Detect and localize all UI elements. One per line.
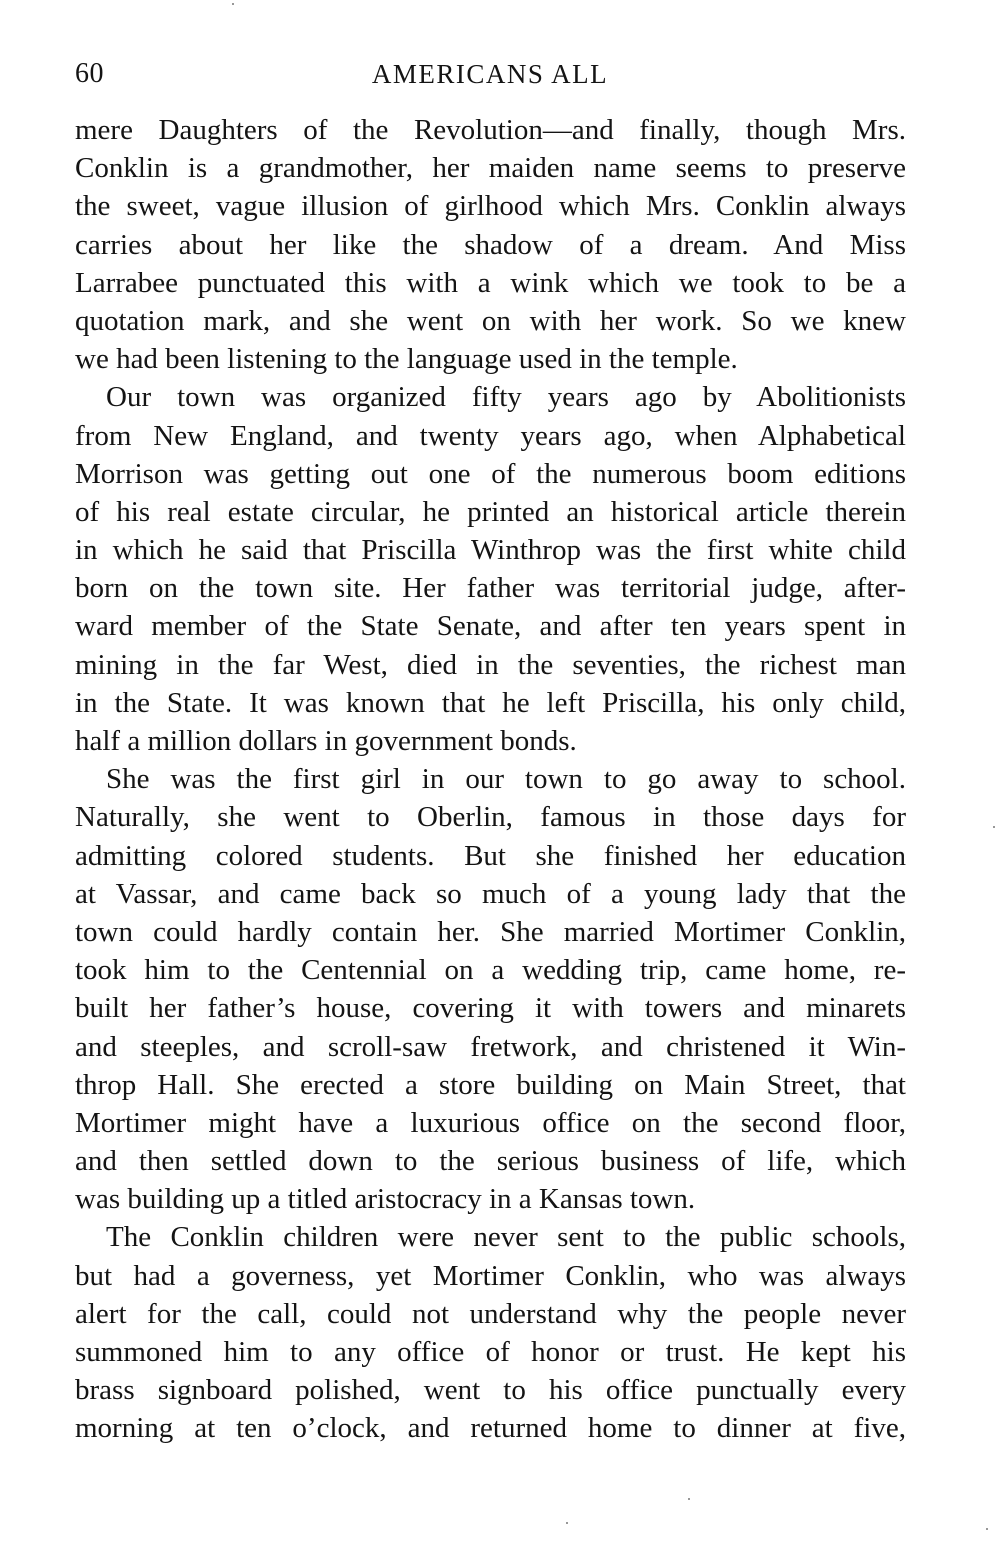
text-line: but had a governess, yet Mortimer Conklin, who was always [75,1259,906,1292]
paragraph [75,1218,906,1447]
text-line: and steeples, and scroll-saw fretwork, and christened it Win- [75,1030,906,1063]
text-line: quotation mark, and she went on with her work. So we knew [75,304,906,337]
scan-speck [566,1522,568,1524]
text-line: at Vassar, and came back so much of a young lady that the [75,877,906,910]
page-header [75,56,905,92]
text-line: morning at ten o’clock, and returned home to dinner at five, [75,1412,906,1445]
text-line: from New England, and twenty years ago, when Alphabetical [75,419,906,452]
text-line: summoned him to any office of honor or trust. He kept his [75,1336,906,1368]
text-line: the sweet, vague illusion of girlhood which Mrs. Conklin always [75,190,906,223]
text-line: we had been listening to the language used in the temple. [75,343,738,376]
paragraph [75,760,906,1218]
text-line: throp Hall. She erected a store building on Main Street, that [75,1068,906,1101]
text-line: Larrabee punctuated this with a wink which we took to be a [75,266,906,299]
text-line: alert for the call, could not understand why the people never [75,1297,906,1330]
text-line: town could hardly contain her. She married Mortimer Conklin, [75,915,906,948]
scan-speck [232,3,234,5]
scan-speck [688,1498,690,1500]
text-line: and then settled down to the serious business of life, which [75,1145,906,1178]
text-line: born on the town site. Her father was territorial judge, after- [75,572,906,605]
text-line: mining in the far West, died in the seventies, the richest man [75,648,906,681]
text-line: brass signboard polished, went to his office punctually every [75,1374,906,1407]
text-line: mere Daughters of the Revolution—and finally, though Mrs. [75,114,906,146]
text-line: of his real estate circular, he printed an historical article therein [75,495,906,528]
text-line: Mortimer might have a luxurious office on the second floor, [75,1106,906,1139]
text-line: was building up a titled aristocracy in a Kansas town. [75,1183,696,1216]
page-number: 60 [75,58,104,89]
text-line: Morrison was getting out one of the numerous boom editions [75,457,906,490]
scan-speck [993,826,995,828]
text-line: in the State. It was known that he left Priscilla, his only child, [75,686,906,719]
text-line: built her father’s house, covering it with towers and minarets [75,992,906,1025]
text-line: carries about her like the shadow of a dream. And Miss [75,228,906,261]
paragraph [75,111,906,378]
running-head: AMERICANS ALL [371,59,609,89]
text-line: half a million dollars in government bonds. [75,725,577,757]
text-line: took him to the Centennial on a wedding trip, came home, re- [75,954,906,987]
text-line: Naturally, she went to Oberlin, famous in those days for [75,801,906,834]
text-line: Our town was organized fifty years ago by Abolitionists [106,381,906,414]
text-line: ward member of the State Senate, and after ten years spent in [75,610,906,643]
text-line: admitting colored students. But she finished her education [75,839,906,872]
scan-speck [986,1528,988,1530]
text-line: in which he said that Priscilla Winthrop was the first white child [75,534,906,567]
text-line: Conklin is a grandmother, her maiden name seems to preserve [75,152,906,185]
body-text [75,111,906,1448]
paragraph [75,378,906,760]
text-line: She was the first girl in our town to go away to school. [106,763,906,796]
text-line: The Conklin children were never sent to the public schools, [106,1221,906,1254]
